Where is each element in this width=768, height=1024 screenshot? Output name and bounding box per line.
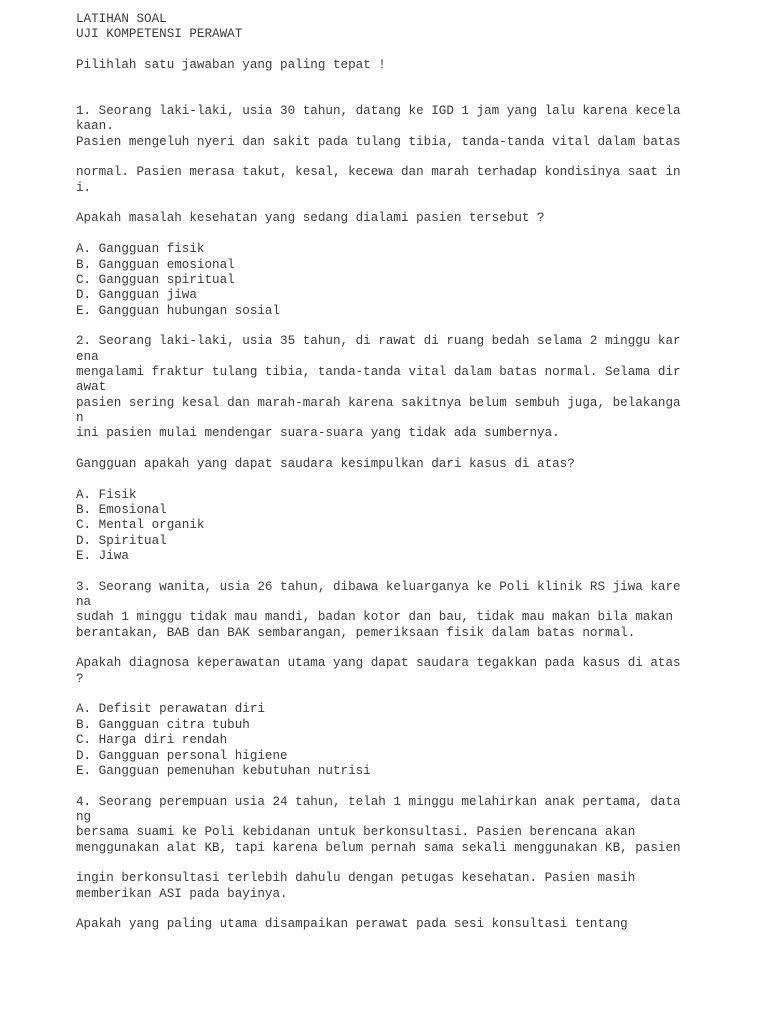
q2-text-line: mengalami fraktur tulang tibia, tanda-tanda vital dalam batas normal. Selama dir xyxy=(76,364,681,379)
q2-question: Gangguan apakah yang dapat saudara kesimpulkan dari kasus di atas? xyxy=(76,456,575,471)
question-2 xyxy=(76,334,716,564)
q1-text-line: Pasien mengeluh nyeri dan sakit pada tulang tibia, tanda-tanda vital dalam batas xyxy=(76,134,681,149)
spacer xyxy=(76,779,716,794)
spacer xyxy=(76,442,716,457)
q4-text-line: 4. Seorang perempuan usia 24 tahun, telah 1 minggu melahirkan anak pertama, data xyxy=(76,794,681,809)
q3-option-b: B. Gangguan citra tubuh xyxy=(76,717,250,732)
q4-text-line: ingin berkonsultasi terlebih dahulu dengan petugas kesehatan. Pasien masih xyxy=(76,871,636,886)
q4-text-line: memberikan ASI pada bayinya. xyxy=(76,886,288,901)
q3-option-c: C. Harga diri rendah xyxy=(76,733,228,748)
spacer xyxy=(76,902,716,917)
q4-text-line: menggunakan alat KB, tapi karena belum pernah sama sekali menggunakan KB, pasien xyxy=(76,840,681,855)
q3-text-line: na xyxy=(76,595,92,610)
instruction: Pilihlah satu jawaban yang paling tepat ! xyxy=(76,58,386,73)
q3-question-line: Apakah diagnosa keperawatan utama yang dapat saudara tegakkan pada kasus di atas xyxy=(76,656,681,671)
q2-text-line: 2. Seorang laki-laki, usia 35 tahun, di rawat di ruang bedah selama 2 minggu kar xyxy=(76,334,681,349)
spacer xyxy=(76,319,716,334)
q1-text-line xyxy=(76,150,716,165)
spacer xyxy=(76,687,716,702)
q1-text-line: kaan. xyxy=(76,119,114,134)
spacer xyxy=(76,73,716,88)
spacer xyxy=(76,196,716,211)
question-1 xyxy=(76,104,716,319)
q1-text-line: normal. Pasien merasa takut, kesal, kecewa dan marah terhadap kondisinya saat in xyxy=(76,165,681,180)
q4-text-line: ng xyxy=(76,809,92,824)
q3-text-line: berantakan, BAB dan BAK sembarangan, pemeriksaan fisik dalam batas normal. xyxy=(76,625,636,640)
doc-title-line2: UJI KOMPETENSI PERAWAT xyxy=(76,27,243,42)
q2-option-b: B. Emosional xyxy=(76,503,167,517)
q3-question-line: ? xyxy=(76,671,84,686)
q1-option-c: C. Gangguan spiritual xyxy=(76,272,235,287)
spacer xyxy=(76,472,716,487)
q1-option-a: A. Gangguan fisik xyxy=(76,242,205,257)
spacer xyxy=(76,227,716,242)
document-page xyxy=(76,12,716,933)
q1-question: Apakah masalah kesehatan yang sedang dialami pasien tersebut ? xyxy=(76,211,545,226)
q3-text-line: sudah 1 minggu tidak mau mandi, badan kotor dan bau, tidak mau makan bila makan xyxy=(76,610,674,625)
q4-text-line xyxy=(76,856,716,871)
spacer xyxy=(76,564,716,579)
q2-option-e: E. Jiwa xyxy=(76,549,129,564)
q2-text-line: ini pasien mulai mendengar suara-suara yang tidak ada sumbernya. xyxy=(76,426,560,441)
q2-text-line: awat xyxy=(76,380,107,395)
q1-option-b: B. Gangguan emosional xyxy=(76,257,235,272)
q4-text-line: bersama suami ke Poli kebidanan untuk berkonsultasi. Pasien berencana akan xyxy=(76,825,636,840)
q2-text-line: pasien sering kesal dan marah-marah karena sakitnya belum sembuh juga, belakanga xyxy=(76,395,681,410)
q2-text-line: n xyxy=(76,410,84,425)
q1-text-line: 1. Seorang laki-laki, usia 30 tahun, datang ke IGD 1 jam yang lalu karena kecela xyxy=(76,104,681,119)
q2-option-d: D. Spiritual xyxy=(76,533,167,548)
q3-option-e: E. Gangguan pemenuhan kebutuhan nutrisi xyxy=(76,763,371,778)
q1-option-e: E. Gangguan hubungan sosial xyxy=(76,303,281,318)
q2-option-c: C. Mental organik xyxy=(76,518,205,533)
question-3 xyxy=(76,580,716,779)
q4-question: Apakah yang paling utama disampaikan perawat pada sesi konsultasi tentang xyxy=(76,917,628,932)
q1-text-line: i. xyxy=(76,180,92,195)
q3-option-a: A. Defisit perawatan diri xyxy=(76,702,265,717)
spacer xyxy=(76,641,716,656)
doc-title-line1: LATIHAN SOAL xyxy=(76,12,167,26)
q2-text-line: ena xyxy=(76,349,99,364)
spacer xyxy=(76,89,716,104)
q3-option-d: D. Gangguan personal higiene xyxy=(76,748,288,763)
q2-option-a: A. Fisik xyxy=(76,487,137,502)
q3-text-line: 3. Seorang wanita, usia 26 tahun, dibawa keluarganya ke Poli klinik RS jiwa kare xyxy=(76,579,681,594)
question-4 xyxy=(76,795,716,933)
q1-option-d: D. Gangguan jiwa xyxy=(76,288,197,303)
spacer xyxy=(76,43,716,58)
